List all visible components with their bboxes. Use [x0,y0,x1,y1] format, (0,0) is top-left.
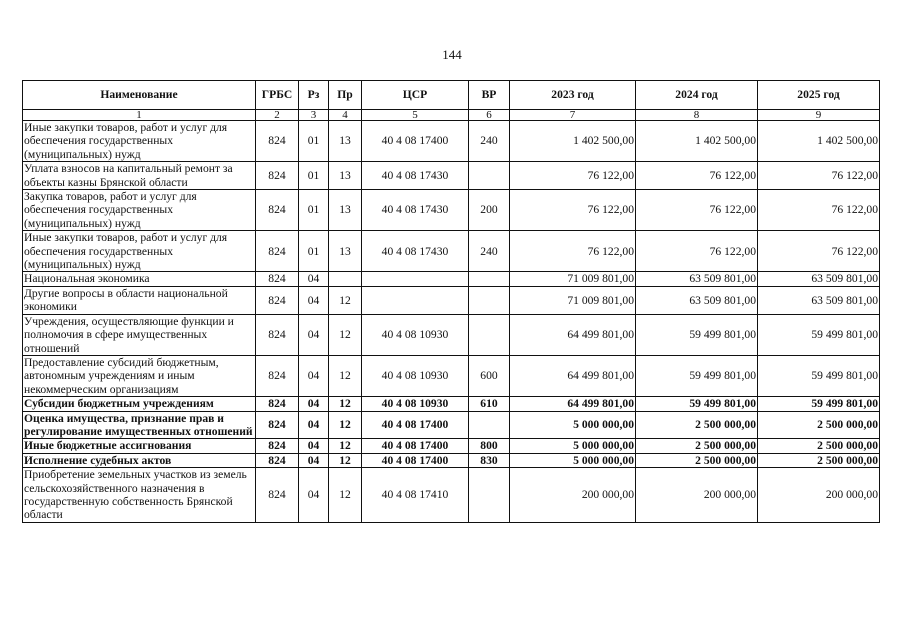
table-row [23,439,880,453]
row-2024: 63 509 801,00 [636,272,758,286]
row-2025: 200 000,00 [758,468,880,523]
row-grbs: 824 [256,314,299,355]
row-2024: 200 000,00 [636,468,758,523]
row-name: Приобретение земельных участков из земель сельскохозяйственного назначения в государственную собственность Брянской области [23,468,256,523]
row-2024: 2 500 000,00 [636,411,758,439]
header-rz: Рз [299,81,329,110]
header-name: Наименование [23,81,256,110]
row-grbs: 824 [256,162,299,190]
row-pr: 12 [329,453,362,467]
row-2024: 2 500 000,00 [636,453,758,467]
row-2023: 76 122,00 [510,231,636,272]
row-grbs: 824 [256,397,299,411]
row-csr: 40 4 08 17400 [362,439,469,453]
row-grbs: 824 [256,190,299,231]
table-row [23,190,880,231]
header-2023: 2023 год [510,81,636,110]
row-rz: 01 [299,190,329,231]
row-rz: 04 [299,468,329,523]
row-2025: 59 499 801,00 [758,314,880,355]
row-csr [362,272,469,286]
row-2025: 2 500 000,00 [758,453,880,467]
row-rz: 04 [299,397,329,411]
row-csr: 40 4 08 17400 [362,453,469,467]
row-grbs: 824 [256,231,299,272]
row-rz: 04 [299,411,329,439]
row-2023: 76 122,00 [510,190,636,231]
row-name: Уплата взносов на капитальный ремонт за объекты казны Брянской области [23,162,256,190]
row-vr: 830 [469,453,510,467]
table-row [23,411,880,439]
row-vr: 240 [469,231,510,272]
row-name: Предоставление субсидий бюджетным, автономным учреждениям и иным некоммерческим организациям [23,355,256,396]
row-name: Иные закупки товаров, работ и услуг для обеспечения государственных (муниципальных) нужд [23,121,256,162]
row-csr: 40 4 08 17400 [362,411,469,439]
row-vr [469,314,510,355]
row-vr [469,468,510,523]
header-row [23,81,880,110]
table-row [23,397,880,411]
row-2023: 76 122,00 [510,162,636,190]
row-vr [469,272,510,286]
row-name: Субсидии бюджетным учреждениям [23,397,256,411]
row-2025: 2 500 000,00 [758,411,880,439]
column-number: 5 [362,110,469,121]
row-name: Иные закупки товаров, работ и услуг для обеспечения государственных (муниципальных) нужд [23,231,256,272]
row-2023: 71 009 801,00 [510,286,636,314]
row-2024: 59 499 801,00 [636,355,758,396]
header-csr: ЦСР [362,81,469,110]
row-pr: 13 [329,231,362,272]
row-csr: 40 4 08 10930 [362,355,469,396]
table-row [23,286,880,314]
column-number: 8 [636,110,758,121]
row-2023: 64 499 801,00 [510,355,636,396]
row-2025: 59 499 801,00 [758,355,880,396]
header-2025: 2025 год [758,81,880,110]
row-2023: 5 000 000,00 [510,453,636,467]
row-2025: 1 402 500,00 [758,121,880,162]
row-2024: 59 499 801,00 [636,314,758,355]
row-vr: 200 [469,190,510,231]
column-number: 1 [23,110,256,121]
header-pr: Пр [329,81,362,110]
row-csr: 40 4 08 17430 [362,162,469,190]
row-grbs: 824 [256,121,299,162]
row-vr [469,286,510,314]
row-vr: 610 [469,397,510,411]
row-vr: 240 [469,121,510,162]
row-2024: 76 122,00 [636,190,758,231]
row-rz: 04 [299,439,329,453]
row-rz: 04 [299,355,329,396]
row-pr [329,272,362,286]
row-grbs: 824 [256,286,299,314]
table-row [23,468,880,523]
row-pr: 13 [329,162,362,190]
row-rz: 01 [299,162,329,190]
row-vr [469,162,510,190]
row-pr: 12 [329,468,362,523]
row-pr: 12 [329,355,362,396]
budget-table [22,80,880,523]
row-name: Закупка товаров, работ и услуг для обеспечения государственных (муниципальных) нужд [23,190,256,231]
row-vr: 600 [469,355,510,396]
table-row [23,121,880,162]
column-number: 9 [758,110,880,121]
row-rz: 01 [299,231,329,272]
row-rz: 04 [299,453,329,467]
row-2025: 59 499 801,00 [758,397,880,411]
row-2025: 76 122,00 [758,231,880,272]
row-name: Другие вопросы в области национальной экономики [23,286,256,314]
column-number: 4 [329,110,362,121]
row-csr: 40 4 08 10930 [362,397,469,411]
row-grbs: 824 [256,411,299,439]
row-csr [362,286,469,314]
column-number-row [23,110,880,121]
row-2025: 63 509 801,00 [758,286,880,314]
row-2024: 2 500 000,00 [636,439,758,453]
row-2023: 5 000 000,00 [510,411,636,439]
column-number: 3 [299,110,329,121]
row-2023: 1 402 500,00 [510,121,636,162]
table-row [23,355,880,396]
table-row [23,162,880,190]
row-rz: 01 [299,121,329,162]
header-2024: 2024 год [636,81,758,110]
row-2023: 5 000 000,00 [510,439,636,453]
row-2025: 76 122,00 [758,162,880,190]
row-rz: 04 [299,286,329,314]
row-grbs: 824 [256,468,299,523]
row-name: Национальная экономика [23,272,256,286]
table-row [23,231,880,272]
row-2025: 76 122,00 [758,190,880,231]
row-2024: 76 122,00 [636,162,758,190]
column-number: 6 [469,110,510,121]
row-grbs: 824 [256,439,299,453]
row-pr: 12 [329,411,362,439]
row-2023: 64 499 801,00 [510,397,636,411]
row-pr: 12 [329,286,362,314]
row-pr: 12 [329,439,362,453]
row-2023: 71 009 801,00 [510,272,636,286]
row-pr: 12 [329,314,362,355]
row-grbs: 824 [256,453,299,467]
header-grbs: ГРБС [256,81,299,110]
row-grbs: 824 [256,355,299,396]
table-row [23,453,880,467]
row-2024: 59 499 801,00 [636,397,758,411]
row-csr: 40 4 08 10930 [362,314,469,355]
row-csr: 40 4 08 17400 [362,121,469,162]
row-2025: 2 500 000,00 [758,439,880,453]
row-2023: 200 000,00 [510,468,636,523]
row-rz: 04 [299,314,329,355]
row-rz: 04 [299,272,329,286]
table-row [23,272,880,286]
table-row [23,314,880,355]
row-2024: 1 402 500,00 [636,121,758,162]
row-name: Оценка имущества, признание прав и регулирование имущественных отношений [23,411,256,439]
row-name: Исполнение судебных актов [23,453,256,467]
row-2023: 64 499 801,00 [510,314,636,355]
header-vr: ВР [469,81,510,110]
row-grbs: 824 [256,272,299,286]
column-number: 7 [510,110,636,121]
row-pr: 12 [329,397,362,411]
row-vr [469,411,510,439]
column-number: 2 [256,110,299,121]
page-number: 144 [442,47,462,62]
row-csr: 40 4 08 17430 [362,190,469,231]
row-csr: 40 4 08 17430 [362,231,469,272]
row-csr: 40 4 08 17410 [362,468,469,523]
row-name: Иные бюджетные ассигнования [23,439,256,453]
row-pr: 13 [329,121,362,162]
row-2025: 63 509 801,00 [758,272,880,286]
row-vr: 800 [469,439,510,453]
row-2024: 76 122,00 [636,231,758,272]
row-name: Учреждения, осуществляющие функции и полномочия в сфере имущественных отношений [23,314,256,355]
row-pr: 13 [329,190,362,231]
row-2024: 63 509 801,00 [636,286,758,314]
